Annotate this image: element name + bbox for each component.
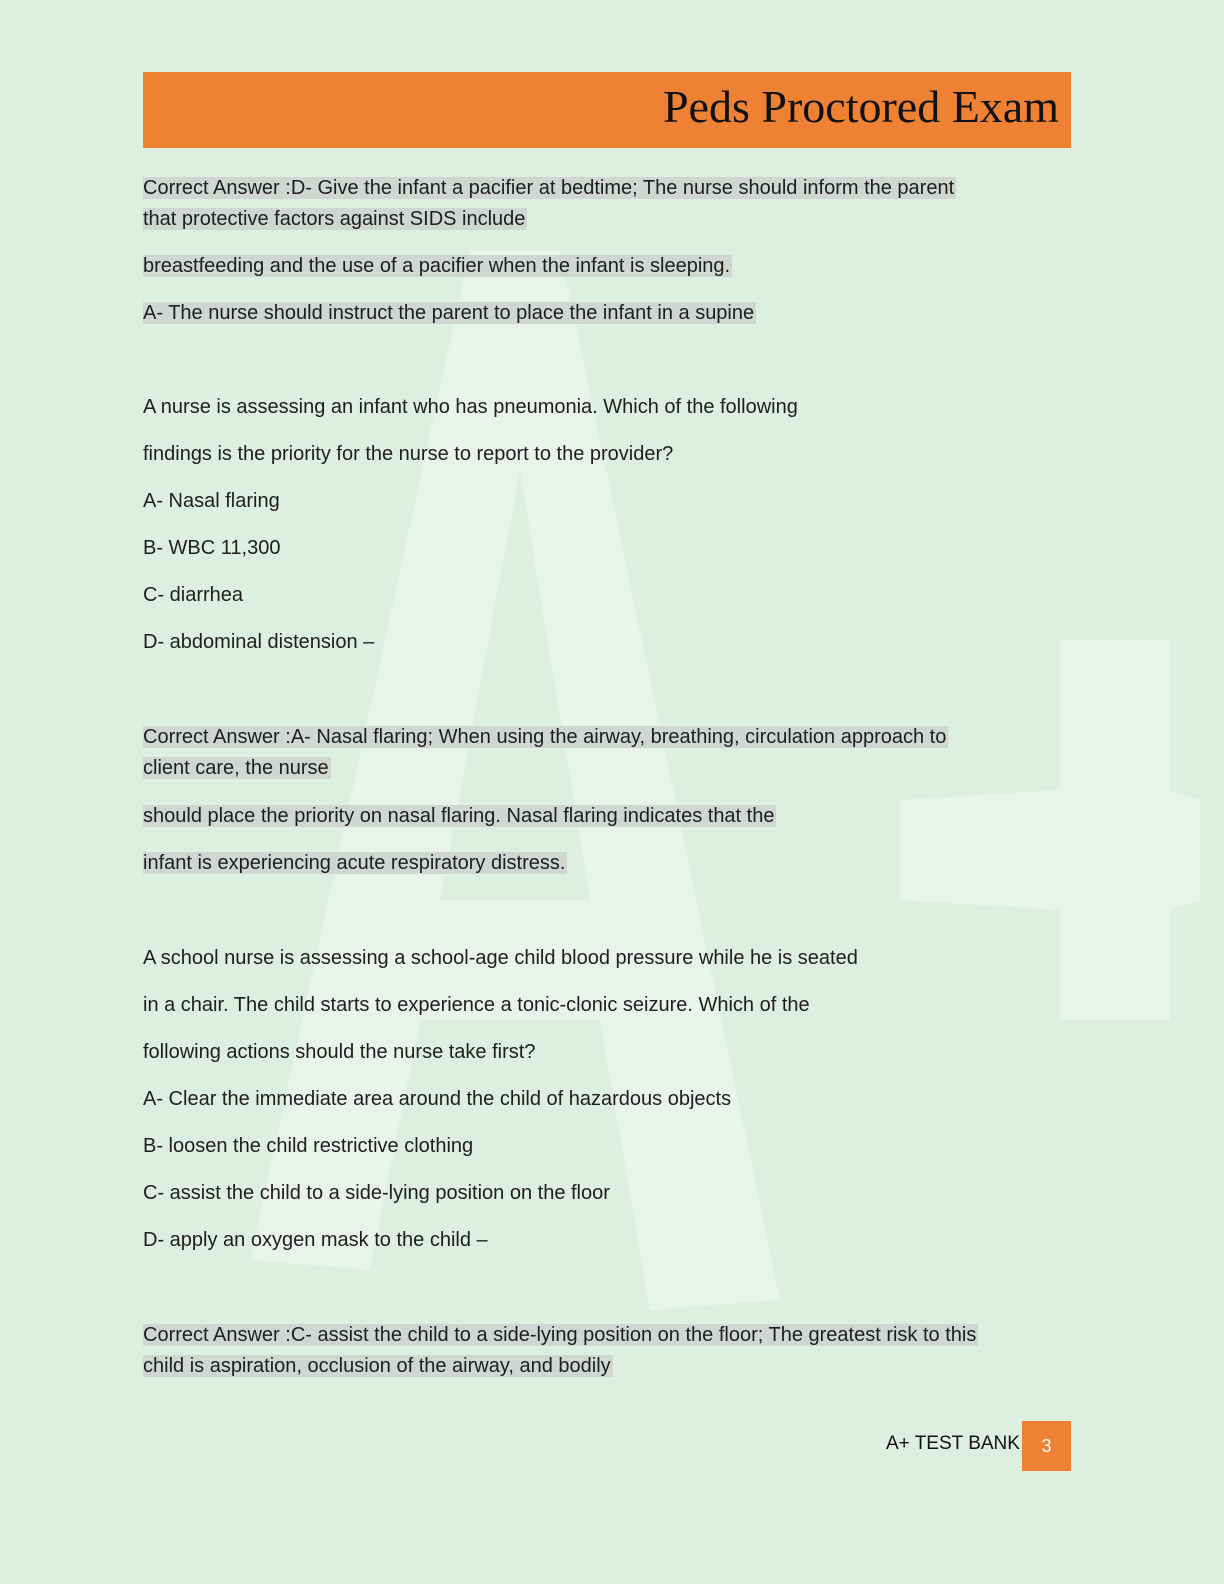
option-b: B- loosen the child restrictive clothing	[143, 1135, 474, 1157]
text-line: A- The nurse should instruct the parent to place the infant in a supine	[143, 302, 755, 324]
answer-block-3	[143, 1320, 1048, 1382]
question-text: A school nurse is assessing a school-age child blood pressure while he is seated	[143, 947, 858, 969]
footer-label: A+ TEST BANK	[886, 1433, 1020, 1454]
text-line: Correct Answer :C- assist the child to a side-lying position on the floor; The greatest risk to this	[143, 1324, 977, 1346]
text-line: Correct Answer :D- Give the infant a pacifier at bedtime; The nurse should inform the parent	[143, 177, 955, 199]
text-line: client care, the nurse	[143, 757, 329, 779]
question-text: following actions should the nurse take first?	[143, 1041, 536, 1063]
option-c: C- assist the child to a side-lying position on the floor	[143, 1182, 610, 1204]
option-a: A- Nasal flaring	[143, 490, 280, 512]
option-b: B- WBC 11,300	[143, 537, 281, 559]
page-title: Peds Proctored Exam	[662, 81, 1059, 132]
text-line: child is aspiration, occlusion of the airway, and bodily	[143, 1355, 611, 1377]
text-line: that protective factors against SIDS include	[143, 208, 526, 230]
option-a: A- Clear the immediate area around the child of hazardous objects	[143, 1088, 732, 1110]
text-line: breastfeeding and the use of a pacifier when the infant is sleeping.	[143, 255, 731, 277]
option-d: D- abdominal distension –	[143, 631, 375, 653]
question-text: in a chair. The child starts to experience a tonic-clonic seizure. Which of the	[143, 994, 810, 1016]
header-bar	[143, 72, 1071, 148]
text-line: Correct Answer :A- Nasal flaring; When using the airway, breathing, circulation approach to	[143, 726, 947, 748]
text-line: should place the priority on nasal flaring. Nasal flaring indicates that the	[143, 805, 775, 827]
option-d: D- apply an oxygen mask to the child –	[143, 1229, 488, 1251]
question-text: findings is the priority for the nurse to report to the provider?	[143, 443, 674, 465]
option-c: C- diarrhea	[143, 584, 244, 606]
answer-block-1	[143, 173, 1048, 235]
page-number: 3	[1022, 1421, 1071, 1471]
question-text: A nurse is assessing an infant who has pneumonia. Which of the following	[143, 396, 798, 418]
answer-block-2	[143, 722, 1048, 784]
text-line: infant is experiencing acute respiratory distress.	[143, 852, 566, 874]
